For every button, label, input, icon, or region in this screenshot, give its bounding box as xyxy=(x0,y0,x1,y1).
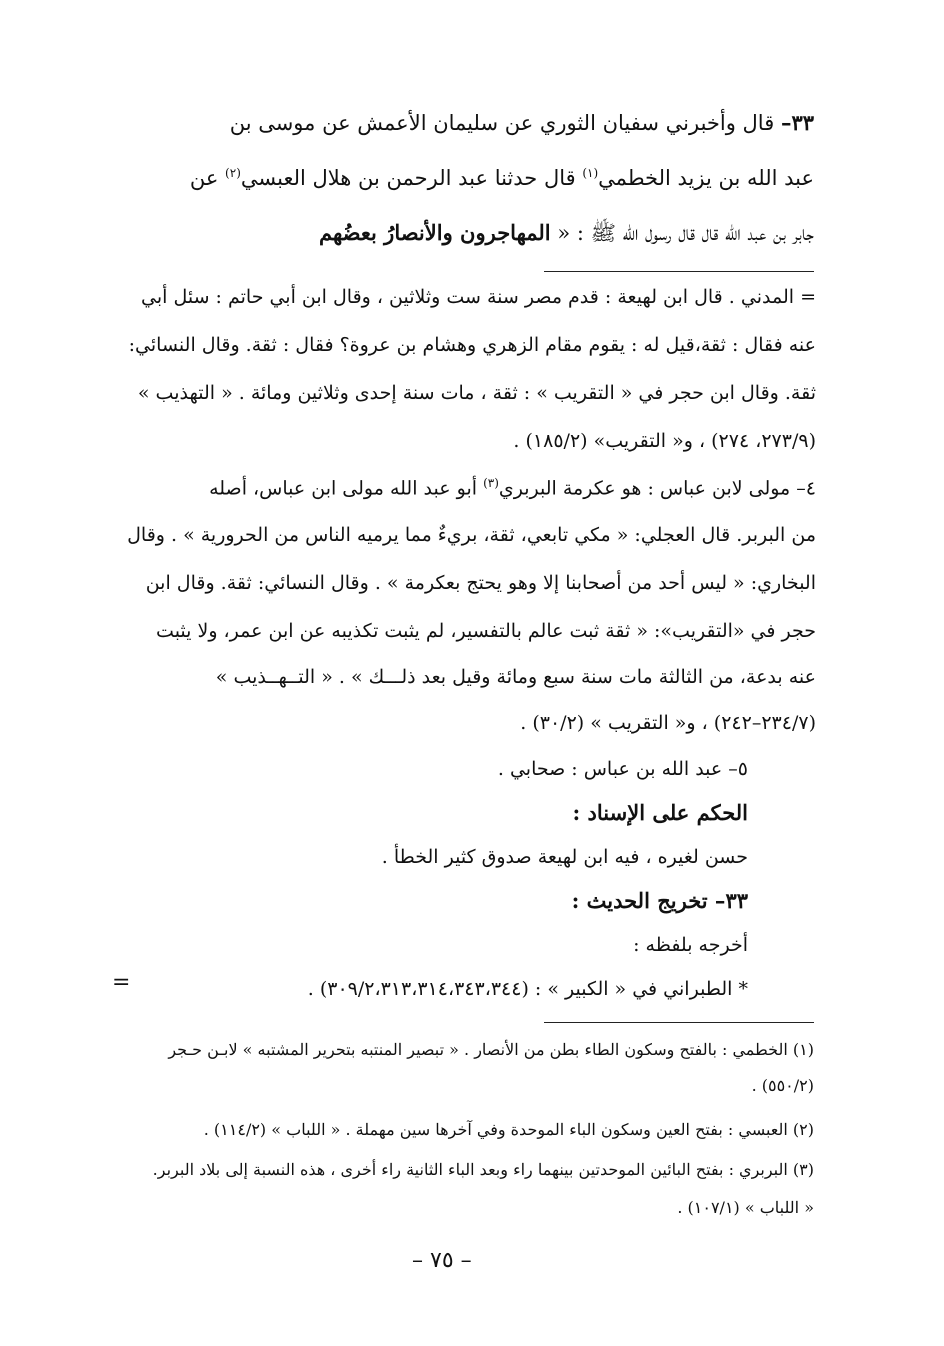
separator-rule xyxy=(544,271,814,272)
hadith-number: ٣٣– xyxy=(780,110,814,135)
note-line: (٢٧٣/٩، ٢٧٤) ، و« التقريب» (١٨٥/٢) . xyxy=(513,430,816,452)
hadith-text: قال وأخبرني سفيان الثوري عن سليمان الأعمش عن موسى بن xyxy=(229,111,775,135)
section-heading: الحكم على الإسناد : xyxy=(572,800,748,825)
note-text: أبو عبد الله مولى ابن عباس، أصله xyxy=(209,477,478,500)
hadith-line-1 xyxy=(230,110,814,135)
hadith-quote: المهاجرون والأنصارُ بعضُهم xyxy=(319,220,551,245)
hadith-text: عن xyxy=(189,166,219,190)
note-line: (٢٣٤/٧–٢٤٢) ، و« التقريب » (٣٠/٢) . xyxy=(520,712,816,734)
ruling-text: حسن لغيره ، فيه ابن لهيعة صدوق كثير الخطأ . xyxy=(381,846,748,868)
separator-rule xyxy=(544,1022,814,1023)
hadith-line-3 xyxy=(319,220,814,251)
footnote: (٥٥٠/٢) . xyxy=(751,1076,814,1095)
footnote: (٢) العبسي : بفتح العين وسكون الباء الموحدة وفي آخرها سين مهملة . « اللباب » (١١٤/٢) . xyxy=(203,1120,814,1139)
note-line xyxy=(209,476,816,499)
footnote: « اللباب » (١٠٧/١) . xyxy=(677,1198,814,1217)
note-line: البخاري: « ليس أحد من أصحابنا إلا وهو يحتج بعكرمة » . وقال النسائي: ثقة. وقال ابن xyxy=(145,572,816,594)
takhrij-text: * الطبراني في « الكبير » : (٣٠٩/٢،٣١٣،٣١٤،٣٤٣،٣٤٤) . xyxy=(307,978,748,1000)
note-line: ثقة. وقال ابن حجر في « التقريب » : ثقة ، مات سنة إحدى وثلاثين ومائة . « التهذيب » xyxy=(137,382,816,404)
footnote-ref: (٣) xyxy=(483,476,499,490)
note-line: من البربر. قال العجلي: « مكي تابعي، ثقة، بريءٌ مما يرميه الناس من الحرورية » . وقال xyxy=(127,524,816,546)
note-text: ٤– مولى لابن عباس : هو عكرمة البربري xyxy=(498,477,816,500)
hadith-text: قال حدثنا عبد الرحمن بن هلال العبسي xyxy=(240,166,576,190)
continuation-mark: = xyxy=(112,970,131,995)
note-line: حجر في «التقريب»: « ثقة ثبت عالم بالتفسير، لم يثبت تكذيبه عن ابن عمر، ولا يثبت xyxy=(156,620,816,642)
note-line: = المدني . قال ابن لهيعة : قدم مصر سنة ست وثلاثين ، وقال ابن أبي حاتم : سئل أبي xyxy=(141,286,816,308)
note-line: ٥– عبد الله بن عباس : صحابي . xyxy=(497,758,748,780)
hadith-text: عبد الله بن يزيد الخطمي xyxy=(598,166,814,190)
footnote-ref: (٢) xyxy=(225,166,241,180)
page-number: – ٧٥ – xyxy=(412,1248,472,1273)
hadith-text: جابر بن عبد الله قال قال رسول الله ﷺ : « xyxy=(557,221,814,245)
hadith-line-2 xyxy=(190,166,814,190)
footnote: (٣) البربري : بفتح البائين الموحدتين بينهما راء وبعد الباء الثانية راء أخرى ، هذه النسبة إلى بلاد البربر. xyxy=(152,1160,814,1179)
takhrij-text: أخرجه بلفظه : xyxy=(633,934,748,956)
footnote: (١) الخطمي : بالفتح وسكون الطاء بطن من الأنصار . « تبصير المنتبه بتحرير المشتبه » لابـن حـجر xyxy=(168,1040,814,1059)
section-heading: ٣٣– تخريج الحديث : xyxy=(571,888,748,913)
note-line: عنه فقال : ثقة،قيل له : يقوم مقام الزهري وهشام بن عروة؟ فقال : ثقة. وقال النسائي: xyxy=(128,334,816,356)
note-line: عنه بدعة، من الثالثة مات سنة سبع ومائة وقيل بعد ذلـــك » . « التــهــذيب » xyxy=(215,666,816,688)
footnote-ref: (١) xyxy=(582,166,599,180)
